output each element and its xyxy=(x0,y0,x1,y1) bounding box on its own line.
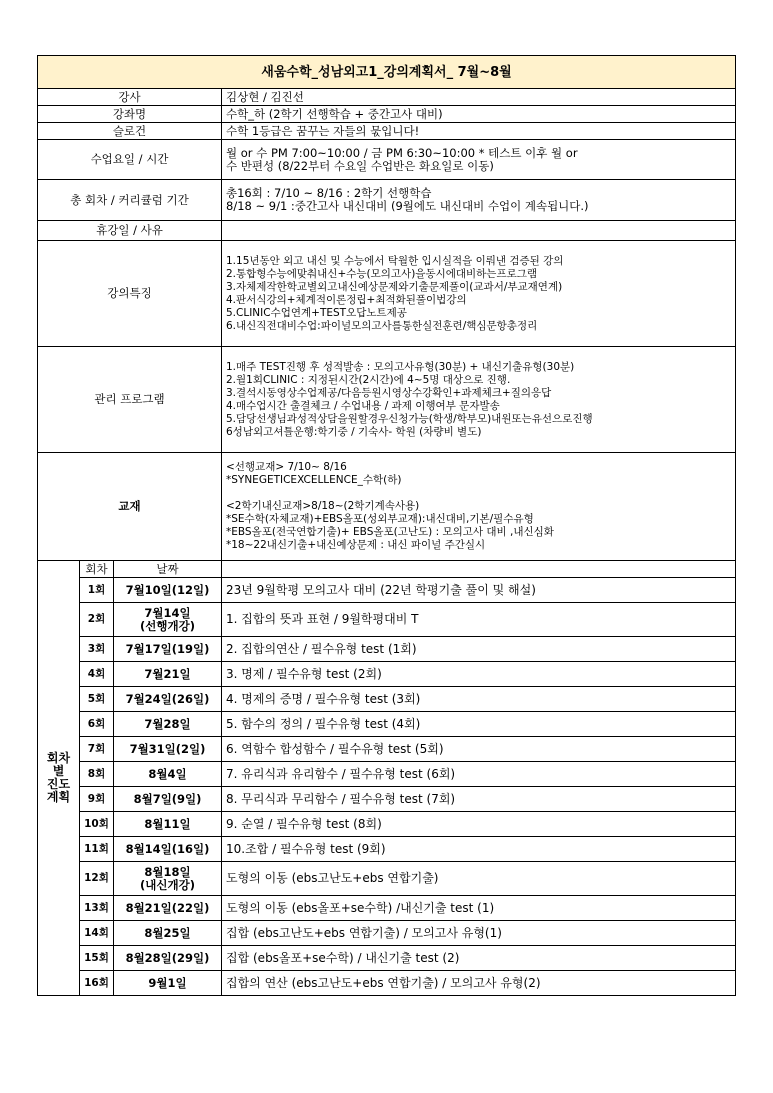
lecture-plan-table xyxy=(37,55,736,996)
session-number: 9회 xyxy=(80,787,114,812)
session-description: 8. 무리식과 무리함수 / 필수유형 test (7회) xyxy=(222,787,736,812)
session-description: 2. 집합의연산 / 필수유형 test (1회) xyxy=(222,637,736,662)
session-description: 6. 역함수 합성함수 / 필수유형 test (5회) xyxy=(222,737,736,762)
session-date: 8월25일 xyxy=(114,921,222,946)
features-label: 강의특징 xyxy=(38,241,222,347)
session-number: 2회 xyxy=(80,603,114,637)
teacher-label: 강사 xyxy=(38,89,222,106)
page-title: 새움수학_성남외고1_강의계획서_ 7월~8월 xyxy=(38,56,736,89)
session-date: 7월17일(19일) xyxy=(114,637,222,662)
textbook-label: 교재 xyxy=(38,453,222,561)
session-date: 7월24일(26일) xyxy=(114,687,222,712)
session-number: 8회 xyxy=(80,762,114,787)
session-date: 8월4일 xyxy=(114,762,222,787)
session-number: 12회 xyxy=(80,862,114,896)
session-date: 8월11일 xyxy=(114,812,222,837)
session-number: 16회 xyxy=(80,971,114,996)
session-row xyxy=(38,837,736,862)
session-row xyxy=(38,637,736,662)
session-date-header: 날짜 xyxy=(114,561,222,578)
session-row xyxy=(38,812,736,837)
course-label: 강좌명 xyxy=(38,106,222,123)
session-row xyxy=(38,762,736,787)
session-date: 8월18일 (내신개강) xyxy=(114,862,222,896)
session-description: 도형의 이동 (ebs고난도+ebs 연합기출) xyxy=(222,862,736,896)
session-row xyxy=(38,946,736,971)
session-description: 23년 9월학평 모의고사 대비 (22년 학평기출 풀이 및 해설) xyxy=(222,578,736,603)
session-description: 9. 순열 / 필수유형 test (8회) xyxy=(222,812,736,837)
session-number: 11회 xyxy=(80,837,114,862)
holiday-value xyxy=(222,221,736,241)
slogan-value: 수학 1등급은 꿈꾸는 자들의 묷입니다! xyxy=(222,123,736,140)
session-date: 9월1일 xyxy=(114,971,222,996)
session-description: 10.조합 / 필수유형 test (9회) xyxy=(222,837,736,862)
features-value: 1.15년동안 외고 내신 및 수능에서 탁월한 입시실적을 이뤄낸 검증된 강의 2.통합형수능에맞춰내신+수능(모의고사)을동시에대비하는프로그램 3.자체제작한학교별외고내신예상문제와기출문제풀이(교과서/부교재연계) 4.판서식강의+체계적이론정립+최적화된풀이법강의 5.CLINIC수업연계+TEST오답노트제공 6.내신직전대비수업:파이널모의고사를통한실전훈련/핵심문항총정리 xyxy=(222,241,736,347)
session-number: 5회 xyxy=(80,687,114,712)
session-number: 7회 xyxy=(80,737,114,762)
session-date: 7월21일 xyxy=(114,662,222,687)
session-number: 6회 xyxy=(80,712,114,737)
session-description: 5. 함수의 정의 / 필수유형 test (4회) xyxy=(222,712,736,737)
teacher-value: 김상현 / 김진선 xyxy=(222,89,736,106)
curriculum-label: 총 회차 / 커리큘럼 기간 xyxy=(38,180,222,221)
management-label: 관리 프로그램 xyxy=(38,347,222,453)
session-number: 13회 xyxy=(80,896,114,921)
session-row xyxy=(38,578,736,603)
session-row xyxy=(38,921,736,946)
session-date: 7월31일(2일) xyxy=(114,737,222,762)
schedule-label: 수업요일 / 시간 xyxy=(38,140,222,180)
session-description: 집합의 연산 (ebs고난도+ebs 연합기출) / 모의고사 유형(2) xyxy=(222,971,736,996)
session-row xyxy=(38,737,736,762)
session-date: 7월10일(12일) xyxy=(114,578,222,603)
session-row xyxy=(38,712,736,737)
management-value: 1.매주 TEST진행 후 성적발송 : 모의고사유형(30분) + 내신기출유형(30분) 2.월1회CLINIC : 지정된시간(2시간)에 4~5명 대상으로 진행. 3.결석시동영상수업제공/다음등원시영상수강확인+과제체크+질의응답 4.매수업시간 출결체크 / 수업내용 / 과제 이행여부 문자발송 5.담당선생님과성적상담을원할경우신청가능(학생/학부모)내원또는유선으로진행 6성남외고셔틀운행:학기중 / 기숙사- 학원 (차량비 별도) xyxy=(222,347,736,453)
session-row xyxy=(38,971,736,996)
session-number: 4회 xyxy=(80,662,114,687)
session-date: 8월7일(9일) xyxy=(114,787,222,812)
session-description: 3. 명제 / 필수유형 test (2회) xyxy=(222,662,736,687)
session-number: 14회 xyxy=(80,921,114,946)
session-date: 8월28일(29일) xyxy=(114,946,222,971)
slogan-label: 슬로건 xyxy=(38,123,222,140)
curriculum-value: 총16회 : 7/10 ~ 8/16 : 2학기 선행학습 8/18 ~ 9/1 :중간고사 내신대비 (9월에도 내신대비 수업이 계속됩니다.) xyxy=(222,180,736,221)
plan-side-label: 회차 별 진도 계획 xyxy=(38,561,80,996)
session-description: 7. 유리식과 유리함수 / 필수유형 test (6회) xyxy=(222,762,736,787)
session-row xyxy=(38,662,736,687)
session-row xyxy=(38,787,736,812)
textbook-value: <선행교재> 7/10~ 8/16 *SYNEGETICEXCELLENCE_수학(하) <2학기내신교재>8/18~(2학기계속사용) *SE수학(자체교재)+EBS올포(성외부교재):내신대비,기본/필수유형 *EBS올포(전국연합기출)+ EBS올포(고난도) : 모의고사 대비 ,내신심화 *18~22내신기출+내신예상문제 : 내신 파이널 주간실시 xyxy=(222,453,736,561)
session-row xyxy=(38,603,736,637)
session-row xyxy=(38,896,736,921)
session-row xyxy=(38,687,736,712)
session-description: 집합 (ebs고난도+ebs 연합기출) / 모의고사 유형(1) xyxy=(222,921,736,946)
session-number: 15회 xyxy=(80,946,114,971)
session-number: 10회 xyxy=(80,812,114,837)
session-date: 8월14일(16일) xyxy=(114,837,222,862)
session-number: 1회 xyxy=(80,578,114,603)
session-date: 7월28일 xyxy=(114,712,222,737)
session-description: 1. 집합의 뜻과 표현 / 9월학평대비 T xyxy=(222,603,736,637)
schedule-value: 월 or 수 PM 7:00~10:00 / 금 PM 6:30~10:00 * 테스트 이후 월 or 수 반편성 (8/22부터 수요일 수업반은 화요일로 이동) xyxy=(222,140,736,180)
session-description: 4. 명제의 증명 / 필수유형 test (3회) xyxy=(222,687,736,712)
session-date: 8월21일(22일) xyxy=(114,896,222,921)
session-date: 7월14일 (선행개강) xyxy=(114,603,222,637)
session-number: 3회 xyxy=(80,637,114,662)
session-row xyxy=(38,862,736,896)
session-description: 집합 (ebs올포+se수학) / 내신기출 test (2) xyxy=(222,946,736,971)
course-value: 수학_하 (2학기 선행학습 + 중간고사 대비) xyxy=(222,106,736,123)
holiday-label: 휴강일 / 사유 xyxy=(38,221,222,241)
session-number-header: 회차 xyxy=(80,561,114,578)
session-description: 도형의 이동 (ebs올포+se수학) /내신기출 test (1) xyxy=(222,896,736,921)
